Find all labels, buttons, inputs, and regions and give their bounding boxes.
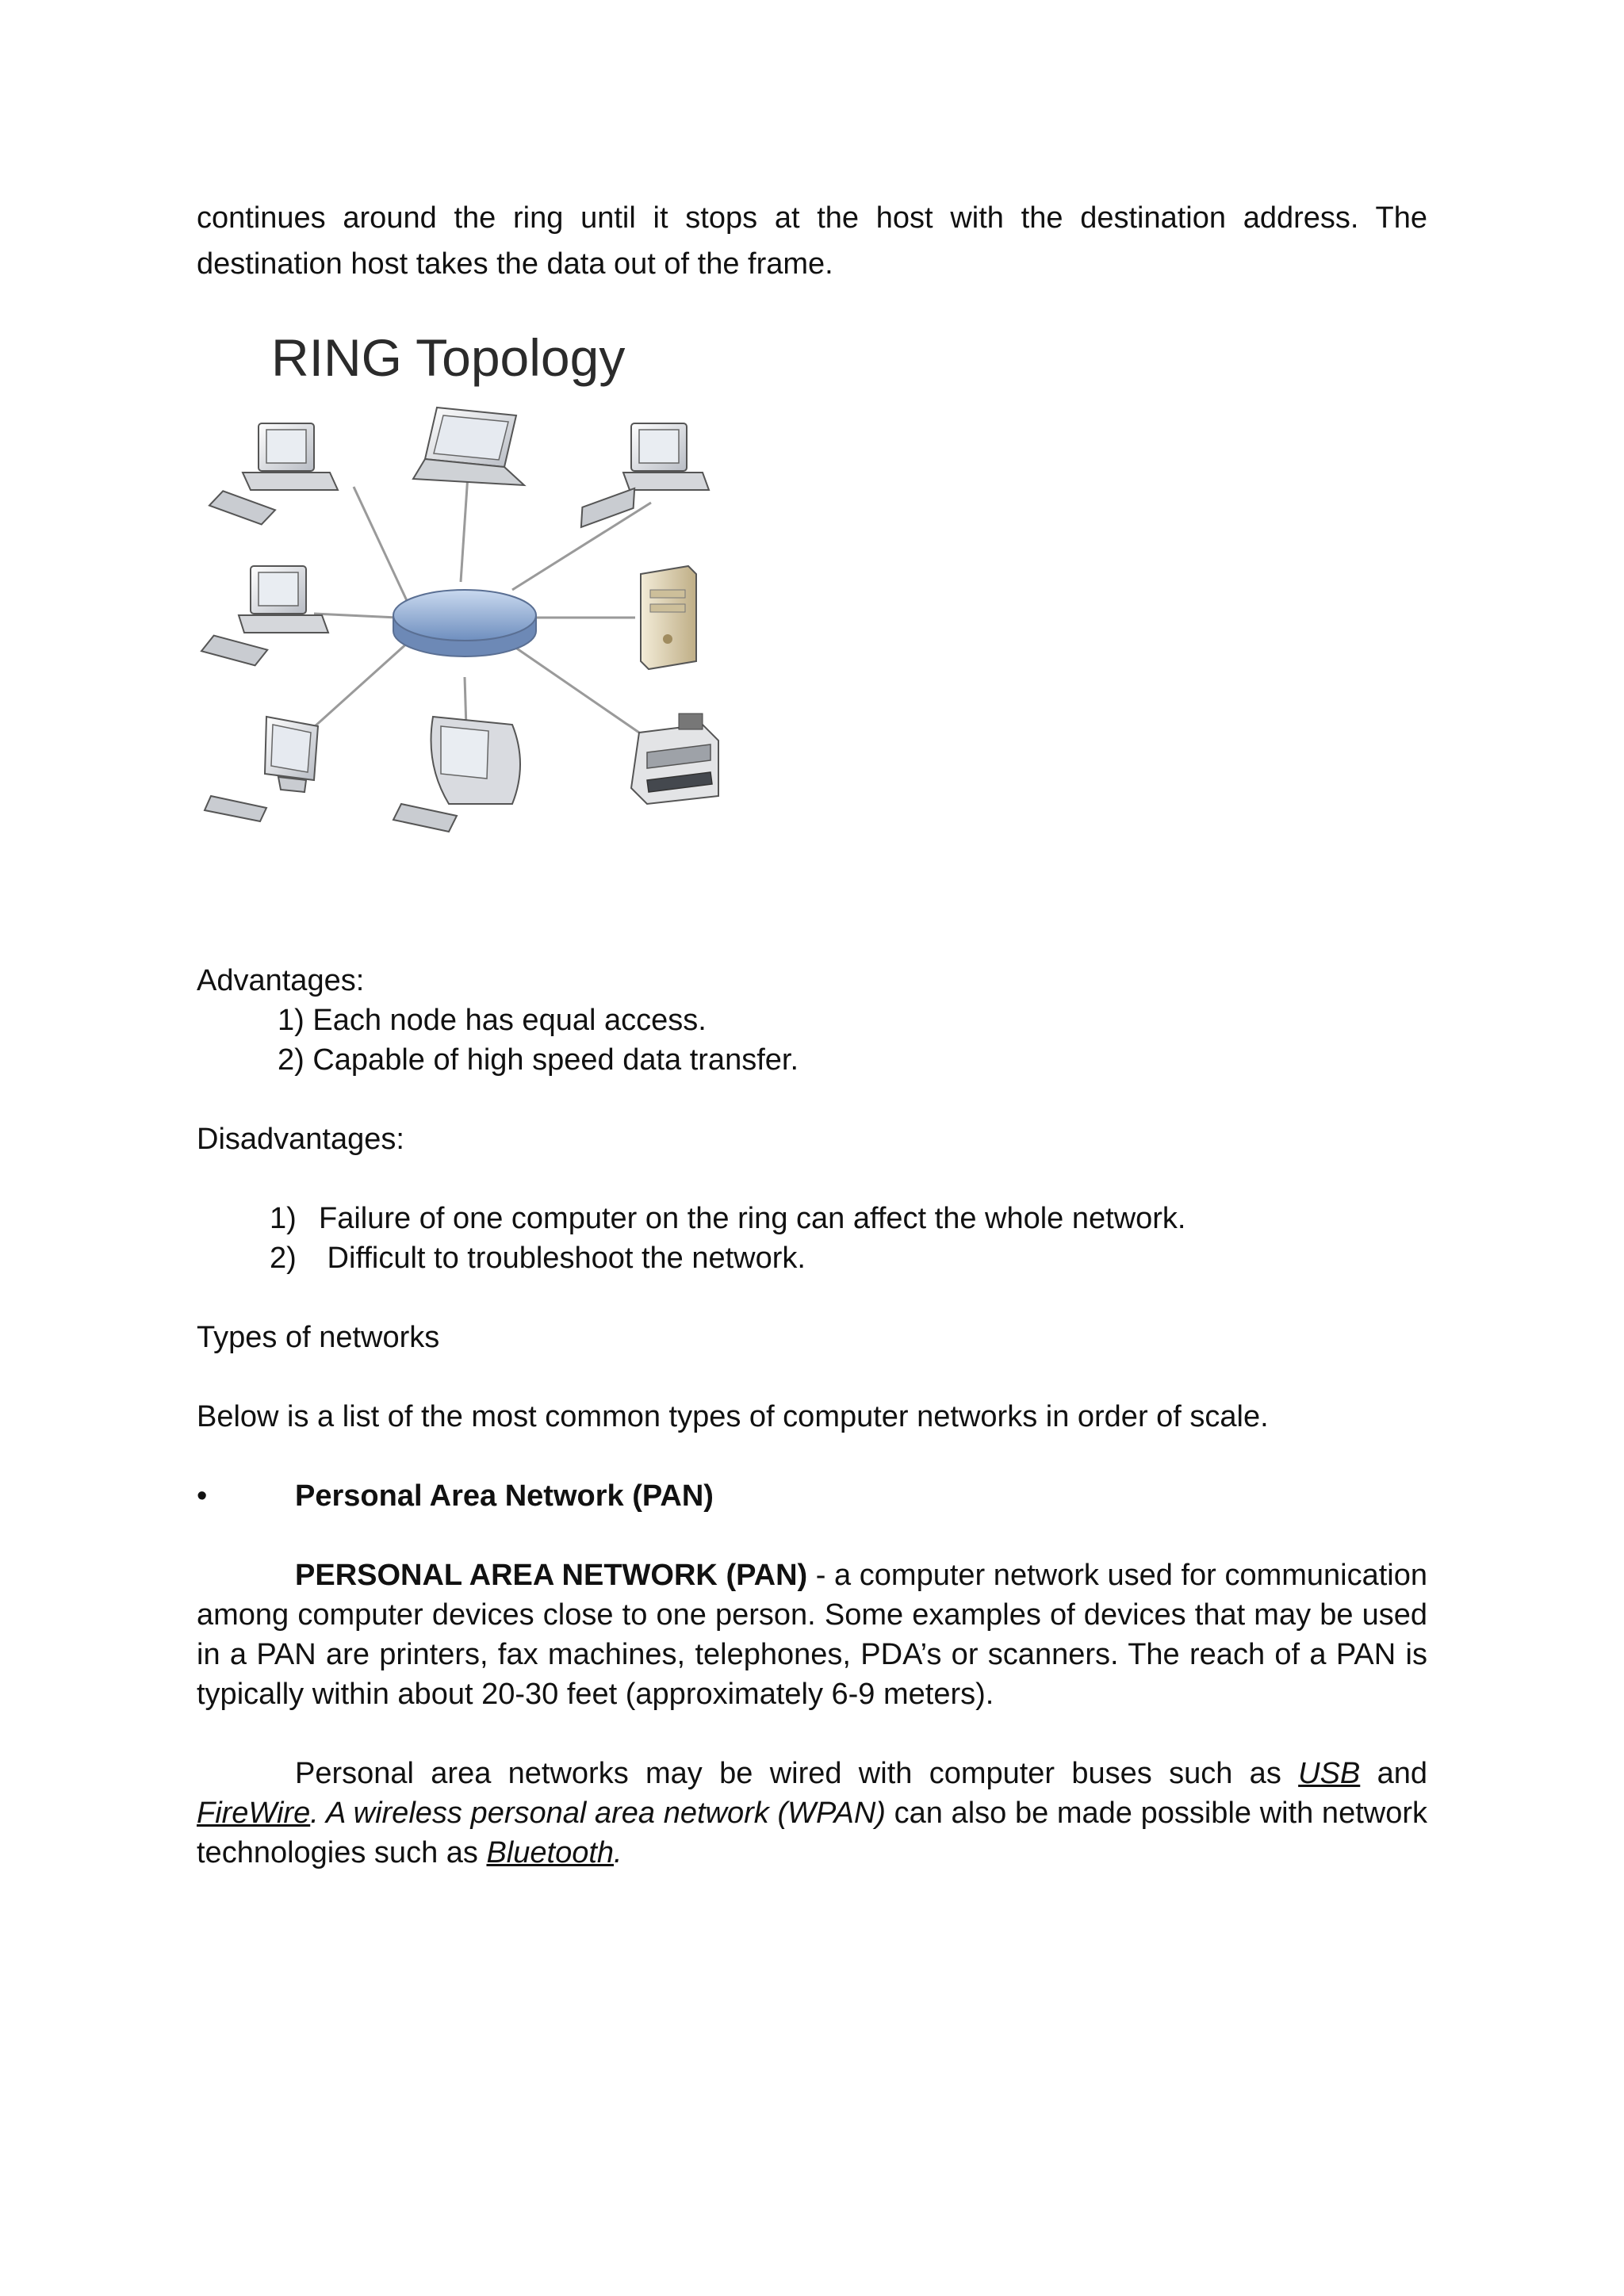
wpan-abbreviation: (WPAN) xyxy=(777,1797,886,1830)
paragraph-text: and xyxy=(1360,1757,1427,1790)
printer-icon xyxy=(631,714,718,804)
pan-definition: - a computer network used for communication among computer devices close to one person. Some examples of devices that may be used in a PAN are printers, fax machines, telephones, PDA’s or scanners. The reach of a PAN is typically within about 20-30 feet (approximately 6-9 meters). xyxy=(197,1559,1428,1711)
bluetooth-link[interactable]: Bluetooth xyxy=(486,1836,615,1869)
pan-paragraph xyxy=(197,1556,1427,1714)
pan-term: PERSONAL AREA NETWORK (PAN) xyxy=(295,1559,808,1592)
list-number: 2) xyxy=(270,1242,297,1275)
laptop-icon xyxy=(413,408,524,485)
desktop-computer-icon xyxy=(201,566,328,668)
paragraph-text: can also be made possible with network technologies such as xyxy=(197,1797,1427,1869)
monitor-icon xyxy=(205,717,318,821)
usb-link[interactable]: USB xyxy=(1298,1757,1361,1790)
advantages-heading: Advantages: xyxy=(197,964,365,997)
disadvantage-text: Failure of one computer on the ring can affect the whole network. xyxy=(319,1202,1186,1235)
hub-icon xyxy=(393,590,536,656)
types-description: Below is a list of the most common types of computer networks in order of scale. xyxy=(197,1400,1269,1433)
bullet-label: Personal Area Network (PAN) xyxy=(295,1479,714,1513)
disadvantages-heading: Disadvantages: xyxy=(197,1123,404,1156)
list-number: 1) xyxy=(270,1202,297,1235)
paragraph-text: . xyxy=(614,1836,622,1869)
bullet-icon: • xyxy=(197,1479,208,1513)
firewire-link[interactable]: FireWire xyxy=(197,1797,311,1830)
desktop-computer-icon xyxy=(575,423,709,527)
disadvantage-item xyxy=(270,1199,1185,1238)
paragraph-text: Personal area networks may be wired with computer buses such as xyxy=(295,1757,1299,1790)
intro-paragraph: continues around the ring until it stops at the host with the destination address. The destination host takes the data out of the frame. xyxy=(197,201,1427,281)
types-heading: Types of networks xyxy=(197,1321,440,1354)
disadvantage-text: Difficult to troubleshoot the network. xyxy=(319,1242,806,1275)
figure-title: RING Topology xyxy=(271,328,626,387)
advantage-item: 1) Each node has equal access. xyxy=(278,1004,707,1037)
server-icon xyxy=(641,566,696,669)
desktop-computer-icon xyxy=(209,423,338,527)
disadvantage-item xyxy=(270,1238,806,1278)
paragraph-text: . A wireless personal area network xyxy=(310,1797,778,1830)
advantage-item: 2) Capable of high speed data transfer. xyxy=(278,1043,799,1077)
pan-bus-paragraph xyxy=(197,1754,1427,1873)
crt-monitor-icon xyxy=(393,717,520,832)
ring-topology-figure xyxy=(195,320,750,844)
